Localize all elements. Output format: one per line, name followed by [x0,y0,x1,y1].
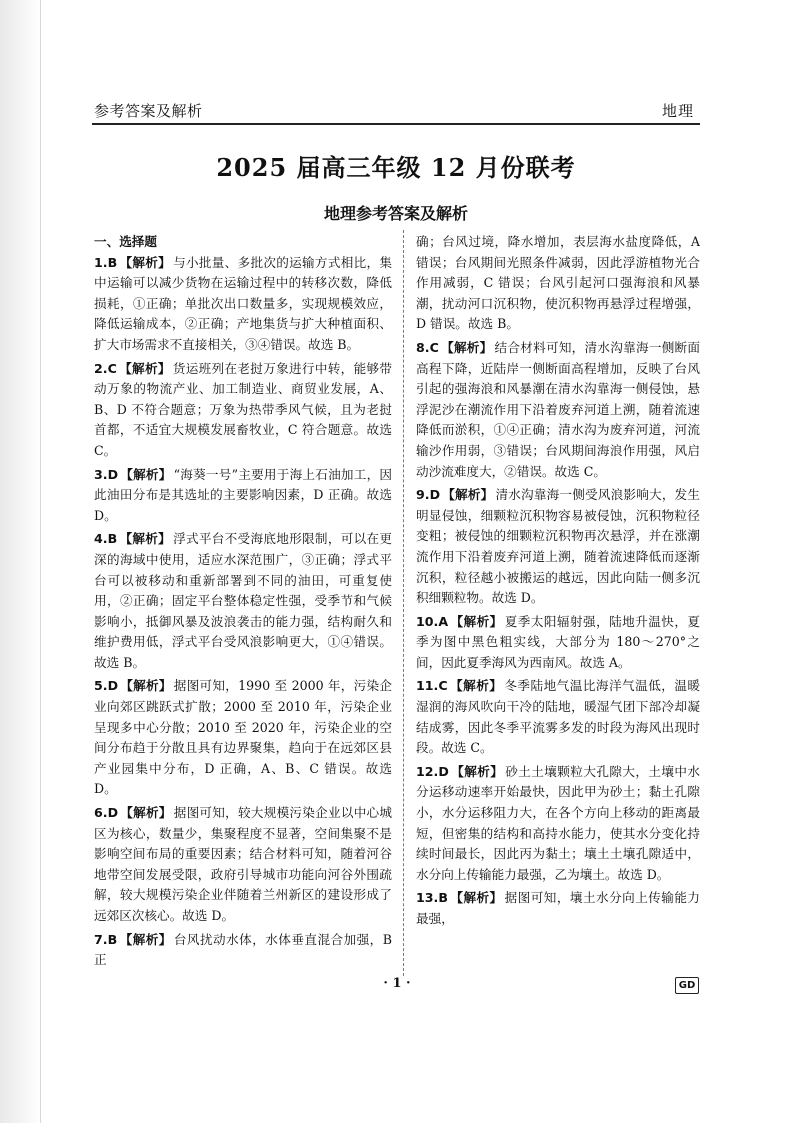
answer-item [416,676,700,758]
analysis-tag: 【解析】 [450,763,504,779]
analysis-tag: 【解析】 [118,360,171,376]
analysis-tag: 【解析】 [119,931,172,947]
answer-item [416,232,700,335]
section-title: 一、选择题 [94,234,157,249]
answer-letter: B [107,931,118,947]
question-number: 5. [94,678,108,694]
analysis-text: 据图可知，较大规模污染企业以中心城区为核心，数量少，集聚程度不显著，空间集聚不是影响空间布局的重要因素；结合材料可知，随着河谷地带空间发展受限，政府引导城市功能向河谷外围疏解，较大规模污染企业伴随着兰州新区的建设形成了远郊区次核心。故选 D。 [94,805,393,923]
answer-item [94,253,392,356]
analysis-tag: 【解析】 [119,531,172,547]
analysis-text: “海葵一号”主要用于海上石油加工，因此油田分布是其选址的主要影响因素，D 正确。故选 D。 [94,466,392,523]
question-number: 10. [416,613,439,629]
analysis-tag: 【解析】 [120,466,172,482]
answer-letter: B [107,531,118,547]
question-number: 3. [94,466,108,482]
page-edge-line [40,0,41,1123]
analysis-text: 浮式平台不受海底地形限制，可以在更深的海域中使用，适应水深范围广，③正确；浮式平台可以被移动和重新部署到不同的油田，可重复使用，②正确；固定平台整体稳定性强，受季节和气候影响小，抵御风暴及波浪袭击的能力强，结构耐久和维护费用低，浮式平台受风浪影响更大，①④错误。故选 B。 [94,531,393,670]
answer-item [416,338,700,482]
page-subtitle: 地理参考答案及解析 [323,204,468,223]
answer-letter: D [438,763,449,779]
answer-item [416,612,700,674]
analysis-text: 台风扰动水体，水体垂直混合加强，B 正 [94,931,392,968]
analysis-text: 据图可知，1990 至 2000 年，污染企业向郊区跳跃式扩散；2000 至 2010 年，污染企业呈现多中心分散；2010 至 2020 年，污染企业的空间分布趋于分散且具有边界聚集，趋向于在远郊区县产业园集中分布，D 正确，A、B、C 错误。故选 D。 [94,678,392,797]
answer-item [416,485,700,609]
analysis-text: 与小批量、多批次的运输方式相比，集中运输可以减少货物在运输过程中的转移次数，降低损耗，①正确；单批次出口数量多，实现规模效应，降低运输成本，②正确；产地集货与扩大种植面积、扩大市场需求不直接相关，③④错误。故选 B。 [94,254,393,352]
analysis-text: 据图可知，壤土水分向上传输能力最强， [416,890,701,926]
answer-letter: C [429,339,439,355]
answer-item [94,676,392,800]
analysis-tag: 【解析】 [119,254,172,270]
analysis-text: 冬季陆地气温比海洋气温低，温暖湿润的海风吹向干冷的陆地，暖湿气团下部冷却凝结成雾，因此冬季平流雾多发的时段为海风出现时段。故选 C。 [416,678,701,756]
answer-letter: D [107,805,119,821]
question-number: 1. [94,254,108,270]
answer-item [94,529,392,673]
analysis-tag: 【解析】 [120,678,172,694]
right-column [416,232,700,933]
region-badge: GD [675,977,699,994]
header-doc-type: 参考答案及解析 [94,102,203,120]
answer-item [416,888,700,929]
column-divider [403,230,404,976]
analysis-tag: 【解析】 [442,487,494,503]
question-number: 7. [94,931,108,947]
answer-item [94,465,392,527]
analysis-text: 砂土土壤颗粒大孔隙大，土壤中水分运移动速率开始最快，因此甲为砂土；黏土孔隙小，水分运移阻力大，在各个方向上移动的距离最短，但密集的结构和高持水能力，使其水分变化持续时间最长，因此丙为黏土；壤土土壤孔隙适中，水分向上传输能力最强，乙为壤土。故选 D。 [416,763,701,882]
answer-letter: A [438,613,449,629]
analysis-tag: 【解析】 [449,678,503,694]
analysis-tag: 【解析】 [449,890,503,906]
page-title: 2025 届高三年级 12 月份联考 [216,153,576,182]
left-question-list [94,253,392,971]
question-number: 2. [94,360,108,376]
answer-item [416,762,700,886]
analysis-tag: 【解析】 [440,339,493,355]
answer-letter: D [107,678,119,694]
answer-letter: B [438,890,448,906]
right-question-list [416,232,700,930]
header-rule [92,123,700,125]
answer-letter: D [107,466,119,482]
question-number: 12. [416,763,439,779]
question-number: 11. [416,678,439,694]
question-number: 6. [94,805,108,821]
question-number: 4. [94,531,108,547]
left-column [94,232,392,974]
analysis-text: 结合材料可知，清水沟靠海一侧断面高程下降，近陆岸一侧断面高程增加，反映了台风引起的强海浪和风暴潮在清水沟靠海一侧侵蚀，悬浮泥沙在潮流作用下沿着废弃河道上溯，随着流速降低而淤积，①④正确；清水沟为废弃河道，河流输沙作用弱，③错误；台风期间海浪作用强，风启动沙流难度大，②错误。故选 C。 [416,339,700,479]
page-edge-shadow [0,0,42,1123]
question-number: 8. [416,339,430,355]
page-number: · 1 · [383,976,411,991]
answer-letter: C [107,360,117,376]
answer-item [94,359,392,462]
header-subject: 地理 [661,102,694,120]
analysis-tag: 【解析】 [120,805,172,821]
answer-item [94,930,392,971]
answer-letter: C [438,678,448,694]
question-number: 9. [416,487,430,503]
answer-letter: B [107,254,118,270]
analysis-text: 清水沟靠海一侧受风浪影响大，发生明显侵蚀，细颗粒沉积物容易被侵蚀，沉积物粒径变粗；被侵蚀的细颗粒沉积物再次悬浮，并在涨潮流作用下沿着废弃河道上溯，随着流速降低而逐渐沉积，粒径越小被搬运的越远，因此向陆一侧多沉积细颗粒物。故选 D。 [416,487,701,606]
answer-item [94,803,392,927]
analysis-text: 确；台风过境，降水增加，表层海水盐度降低，A 错误；台风期间光照条件减弱，因此浮游植物光合作用减弱，C 错误；台风引起河口强海浪和风暴潮，扰动河口沉积物，使沉积物再悬浮过程增强，D 错误。故选 B。 [416,234,700,332]
question-number: 13. [416,890,439,906]
answer-letter: D [429,487,441,503]
analysis-text: 夏季太阳辐射强，陆地升温快，夏季为图中黑色粗实线，大部分为 180～270°之间，因此夏季海风为西南风。故选 A。 [416,613,701,670]
analysis-text: 货运班列在老挝万象进行中转，能够带动万象的物流产业、加工制造业、商贸业发展，A、B、D 不符合题意；万象为热带季风气候，且为老挝首都，不适宜大规模发展畜牧业，C 符合题意。故选 C。 [94,360,393,458]
analysis-tag: 【解析】 [450,613,503,629]
